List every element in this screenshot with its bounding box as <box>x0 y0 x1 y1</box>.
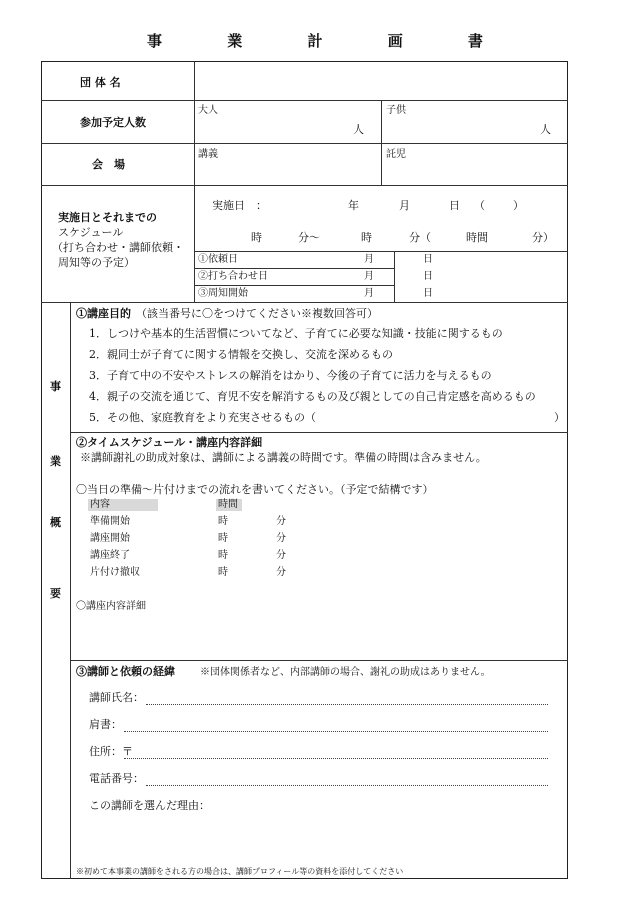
flow-row-label: 講座開始 <box>90 533 130 544</box>
row-divider <box>41 100 568 101</box>
instructor-title: ③講師と依頼の経緯 <box>76 665 175 678</box>
instructor-phone-field[interactable] <box>146 785 548 786</box>
overview-side-divider <box>70 302 71 879</box>
schedule-label-2: スケジュール <box>58 226 124 239</box>
step-announce-day: 日 <box>423 288 433 299</box>
participants-label: 参加予定人数 <box>80 116 146 129</box>
flow-row-label: 準備開始 <box>90 516 130 527</box>
org-name-label: 団 体 名 <box>80 76 121 89</box>
row-divider <box>41 143 568 144</box>
flow-row-hour: 時 <box>218 516 228 527</box>
purpose-item-3[interactable]: 3．子育て中の不安やストレスの解消をはかり、今後の子育てに活力を与えるもの <box>89 369 492 382</box>
cell-divider <box>381 100 382 185</box>
org-name-field[interactable] <box>195 62 567 100</box>
row-divider <box>41 185 568 186</box>
instructor-reason-label: この講師を選んだ理由： <box>89 799 210 812</box>
detail-label: 〇講座内容詳細 <box>76 601 146 612</box>
timesched-title: ②タイムスケジュール・講座内容詳細 <box>76 436 263 449</box>
instructor-name-field[interactable] <box>146 704 548 705</box>
schedule-divider <box>194 285 394 286</box>
schedule-divider <box>194 268 394 269</box>
end-minute-label: 分（ <box>409 231 431 244</box>
weekday-open: （ <box>474 199 485 212</box>
step-request-label: ①依頼日 <box>198 254 238 265</box>
purpose-title: ①講座目的 <box>76 307 131 320</box>
date-label: 実施日 ： <box>212 199 267 212</box>
adults-label: 大人 <box>198 105 218 116</box>
weekday-close: ） <box>513 199 524 212</box>
flow-row-label: 片付け撤収 <box>90 567 140 578</box>
end-hour-label: 時 <box>361 231 372 244</box>
step-meeting-label: ②打ち合わせ日 <box>198 271 268 282</box>
step-meeting-day: 日 <box>423 271 433 282</box>
flow-header-time: 時間 <box>218 499 238 510</box>
duration-hours-label: 時間 <box>466 231 488 244</box>
start-hour-label: 時 <box>251 231 262 244</box>
overview-divider <box>70 660 568 661</box>
adults-unit: 人 <box>353 123 364 136</box>
flow-row-minute: 分 <box>276 516 286 527</box>
side-char-1: 事 <box>50 380 61 393</box>
schedule-divider <box>194 251 568 252</box>
instructor-note: ※団体関係者など、内部講師の場合、謝礼の助成はありません。 <box>200 667 491 678</box>
instructor-address-label: 住所：〒 <box>89 745 133 758</box>
instructor-position-field[interactable] <box>124 731 548 732</box>
purpose-item-4[interactable]: 4．親子の交流を通じて、育児不安を解消するもの及び親としての自己肯定感を高めるもの <box>89 390 536 403</box>
document-title: 事 業 計 画 書 <box>147 32 513 50</box>
step-announce-month: 月 <box>364 288 374 299</box>
instructor-position-label: 肩書： <box>89 718 122 731</box>
schedule-label-4: 周知等の予定） <box>58 256 135 269</box>
instructor-reason-field[interactable] <box>89 815 549 855</box>
flow-row-hour: 時 <box>218 533 228 544</box>
footer-note: ※初めて本事業の講師をされる方の場合は、講師プロフィール等の資料を添付してください <box>76 867 404 876</box>
timesched-note: ※講師謝礼の助成対象は、講師による講義の時間です。準備の時間は含みません。 <box>80 451 487 464</box>
step-request-month: 月 <box>364 254 374 265</box>
lecture-venue-label: 講義 <box>198 149 218 160</box>
flow-row-hour: 時 <box>218 567 228 578</box>
side-char-2: 業 <box>50 455 61 468</box>
children-unit: 人 <box>540 123 551 136</box>
step-request-day: 日 <box>423 254 433 265</box>
venue-label: 会 場 <box>92 158 125 171</box>
row-divider <box>41 302 568 303</box>
step-announce-label: ③周知開始 <box>198 288 248 299</box>
children-label: 子供 <box>386 105 406 116</box>
purpose-item-1[interactable]: 1．しつけや基本的生活習慣についてなど、子育てに必要な知識・技能に関するもの <box>89 327 503 340</box>
duration-minutes-label: 分） <box>532 231 554 244</box>
year-label: 年 <box>348 199 359 212</box>
side-char-3: 概 <box>50 516 61 529</box>
flow-row-hour: 時 <box>218 550 228 561</box>
overview-divider <box>70 432 568 433</box>
start-minute-label: 分〜 <box>298 231 320 244</box>
instructor-phone-label: 電話番号： <box>89 772 144 785</box>
purpose-note: （該当番号に〇をつけてください※複数回答可） <box>136 307 378 320</box>
flow-row-minute: 分 <box>276 533 286 544</box>
side-char-4: 要 <box>50 587 61 600</box>
flow-row-label: 講座終了 <box>90 550 130 561</box>
purpose-item-5[interactable]: 5．その他、家庭教育をより充実させるもの（ <box>89 411 316 424</box>
purpose-item-5-close: ） <box>554 411 565 424</box>
flow-header-content: 内容 <box>90 499 110 510</box>
flow-intro: 〇当日の準備〜片付けまでの流れを書いてください。（予定で結構です） <box>76 483 434 496</box>
schedule-label-1: 実施日とそれまでの <box>58 211 157 224</box>
step-meeting-month: 月 <box>364 271 374 282</box>
day-label: 日 <box>449 199 460 212</box>
childcare-venue-label: 託児 <box>386 149 406 160</box>
flow-row-minute: 分 <box>276 567 286 578</box>
schedule-col-divider <box>394 251 395 302</box>
purpose-item-2[interactable]: 2．親同士が子育てに関する情報を交換し、交流を深めるもの <box>89 348 393 361</box>
schedule-label-3: （打ち合わせ・講師依頼・ <box>52 241 184 254</box>
flow-row-minute: 分 <box>276 550 286 561</box>
instructor-address-field[interactable] <box>124 758 548 759</box>
month-label: 月 <box>399 199 410 212</box>
instructor-name-label: 講師氏名： <box>89 691 144 704</box>
